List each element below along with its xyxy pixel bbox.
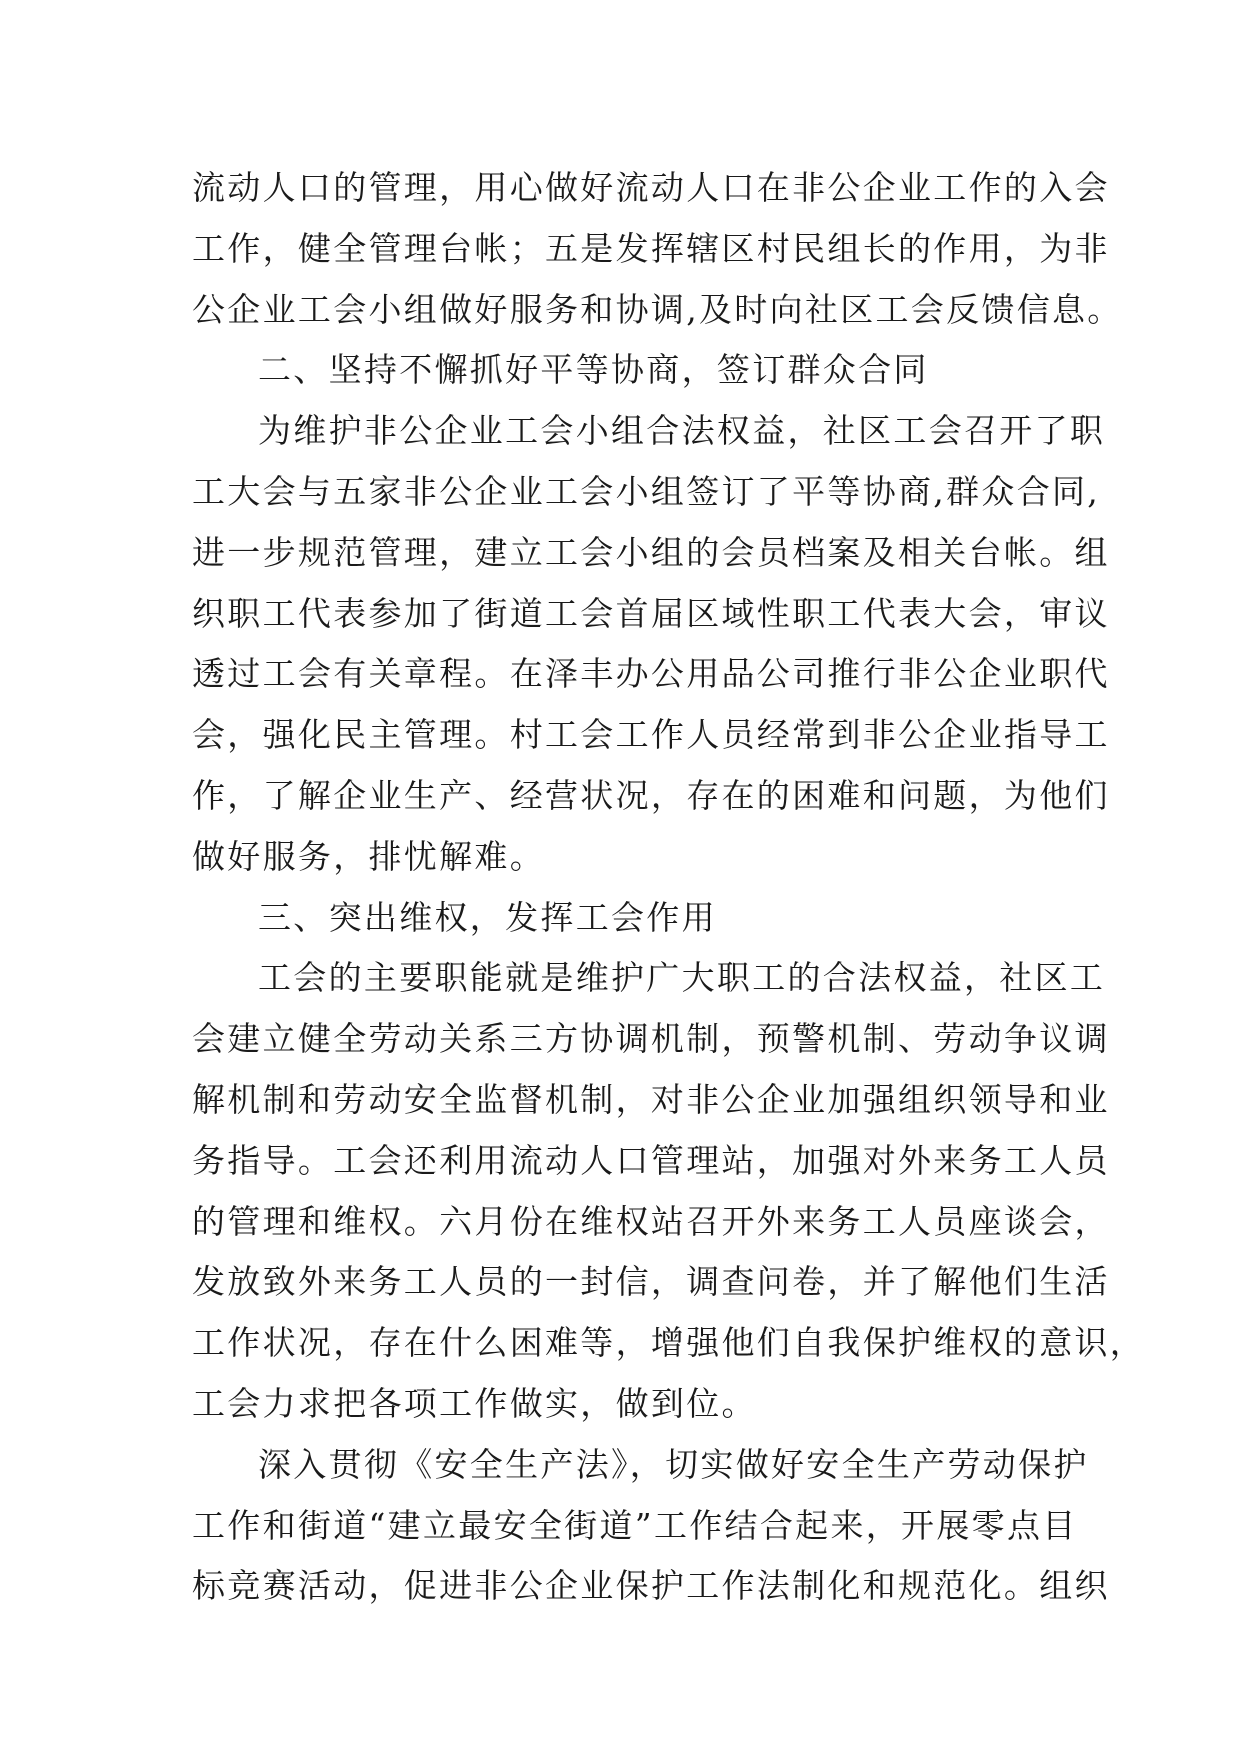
text-line: 工作状况，存在什么困难等，增强他们自我保护维权的意识， [192, 1323, 1146, 1363]
text-line: 透过工会有关章程。在泽丰办公用品公司推行非公企业职代 [192, 654, 1110, 694]
text-line: 作，了解企业生产、经营状况，存在的困难和问题，为他们 [192, 775, 1110, 815]
section-heading: 三、突出维权，发挥工会作用 [258, 897, 717, 937]
text-line: 流动人口的管理，用心做好流动人口在非公企业工作的入会 [192, 168, 1110, 207]
text-line: 会建立健全劳动关系三方协调机制，预警机制、劳动争议调 [192, 1019, 1110, 1059]
section-heading: 二、坚持不懈抓好平等协商，签订群众合同 [258, 350, 929, 390]
document-body [192, 158, 1146, 1617]
text-line: 标竞赛活动，促进非公企业保护工作法制化和规范化。组织 [192, 1566, 1110, 1606]
text-line: 工会力求把各项工作做实，做到位。 [192, 1383, 757, 1423]
text-line: 公企业工会小组做好服务和协调,及时向社区工会反馈信息。 [192, 289, 1123, 329]
text-line: 务指导。工会还利用流动人口管理站，加强对外来务工人员 [192, 1140, 1110, 1180]
text-line: 为维护非公企业工会小组合法权益，社区工会召开了职 [258, 411, 1106, 451]
text-line: 发放致外来务工人员的一封信，调查问卷，并了解他们生活 [192, 1262, 1110, 1302]
text-line: 工作，健全管理台帐；五是发挥辖区村民组长的作用，为非 [192, 228, 1110, 268]
text-line: 深入贯彻《安全生产法》，切实做好安全生产劳动保护 [258, 1444, 1089, 1484]
text-line: 会，强化民主管理。村工会工作人员经常到非公企业指导工 [192, 715, 1110, 755]
text-line: 进一步规范管理，建立工会小组的会员档案及相关台帐。组 [192, 532, 1110, 572]
text-line: 做好服务，排忧解难。 [192, 836, 545, 876]
text-line: 工作和街道“建立最安全街道”工作结合起来，开展零点目 [192, 1505, 1078, 1545]
text-line: 解机制和劳动安全监督机制，对非公企业加强组织领导和业 [192, 1079, 1110, 1119]
text-line: 工大会与五家非公企业工会小组签订了平等协商,群众合同, [192, 471, 1101, 511]
text-line: 织职工代表参加了街道工会首届区域性职工代表大会，审议 [192, 593, 1110, 633]
text-line: 的管理和维权。六月份在维权站召开外来务工人员座谈会， [192, 1201, 1110, 1241]
text-line: 工会的主要职能就是维护广大职工的合法权益，社区工 [258, 958, 1106, 998]
